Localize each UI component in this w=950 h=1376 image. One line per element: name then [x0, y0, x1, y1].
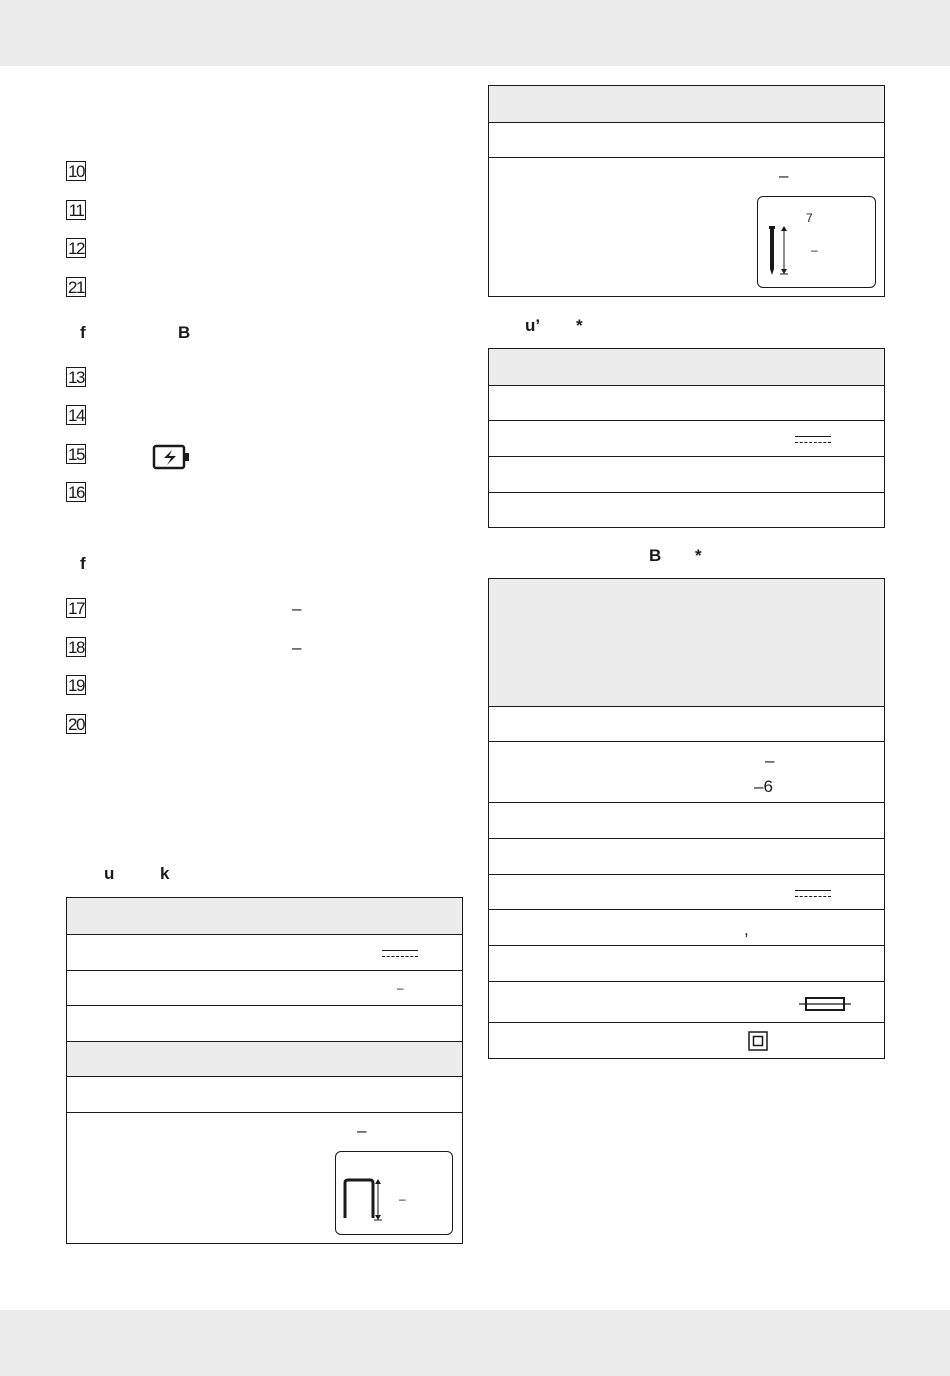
table-row	[67, 970, 462, 1006]
table-row	[489, 579, 884, 707]
table-row	[67, 1076, 462, 1112]
footer-band	[0, 1310, 950, 1376]
right-spec-table-1	[488, 85, 885, 297]
item-number-16: 16	[66, 482, 86, 502]
nail-figure-number: 7	[806, 211, 813, 225]
right-spec-table-3	[488, 578, 885, 1059]
table-row	[489, 909, 884, 945]
table-row	[489, 420, 884, 456]
fuse-symbol	[799, 996, 851, 1012]
item-number-19: 19	[66, 675, 86, 695]
staple-figure-dash: –	[399, 1192, 406, 1206]
item-number-21: 21	[66, 277, 86, 297]
heading-a-b: B	[178, 323, 191, 342]
table-row	[489, 456, 884, 492]
nail-icon	[768, 225, 798, 277]
dc-current-symbol	[382, 950, 418, 960]
table-row	[489, 981, 884, 1023]
item-17-dash: –	[292, 599, 302, 618]
item-number-18: 18	[66, 637, 86, 657]
table-row	[67, 898, 462, 934]
nail-figure-dash: –	[811, 243, 818, 257]
heading-e-b: B	[649, 546, 662, 565]
table-row	[489, 122, 884, 158]
left-spec-table	[66, 897, 463, 1244]
table-row	[67, 1041, 462, 1077]
row-dash: –	[397, 981, 404, 995]
table-row	[489, 349, 884, 385]
heading-c-u: u	[104, 864, 115, 883]
item-number-20: 20	[66, 714, 86, 734]
row-range: –6	[754, 777, 773, 796]
heading-b-f: f	[80, 554, 86, 573]
staple-icon	[342, 1178, 386, 1222]
table-row	[489, 945, 884, 981]
right-spec-table-2	[488, 348, 885, 528]
item-number-15: 15	[66, 444, 86, 464]
table-row	[489, 157, 884, 297]
table-row	[489, 492, 884, 528]
heading-c-k: k	[160, 864, 170, 883]
staple-figure	[335, 1151, 453, 1235]
table-row	[489, 741, 884, 803]
table-row	[67, 1005, 462, 1041]
table-row	[67, 1112, 462, 1244]
battery-charging-icon	[152, 443, 192, 471]
table-row	[489, 874, 884, 910]
item-number-12: 12	[66, 238, 86, 258]
item-18-dash: –	[292, 638, 302, 657]
double-insulation-icon	[748, 1031, 768, 1051]
table-row	[489, 1022, 884, 1059]
item-number-10: 10	[66, 161, 86, 181]
heading-e-star: *	[695, 546, 702, 565]
header-band	[0, 0, 950, 66]
row-comma: ,	[744, 920, 749, 939]
item-number-14: 14	[66, 405, 86, 425]
table-row	[489, 802, 884, 838]
dc-current-symbol	[795, 436, 831, 446]
staple-row-dash: –	[357, 1121, 367, 1140]
heading-a-f: f	[80, 323, 86, 342]
table-row	[489, 385, 884, 421]
table-row	[489, 838, 884, 874]
row-dash: –	[765, 751, 775, 770]
item-number-11: 11	[66, 200, 86, 220]
table-row	[67, 934, 462, 970]
nail-figure	[757, 196, 876, 288]
item-number-17: 17	[66, 598, 86, 618]
heading-d-u: u’	[525, 316, 541, 335]
table-row	[489, 706, 884, 742]
dc-current-symbol	[795, 890, 831, 900]
heading-d-star: *	[576, 316, 583, 335]
item-number-13: 13	[66, 367, 86, 387]
nail-row-dash: –	[779, 166, 789, 185]
table-row	[489, 86, 884, 122]
